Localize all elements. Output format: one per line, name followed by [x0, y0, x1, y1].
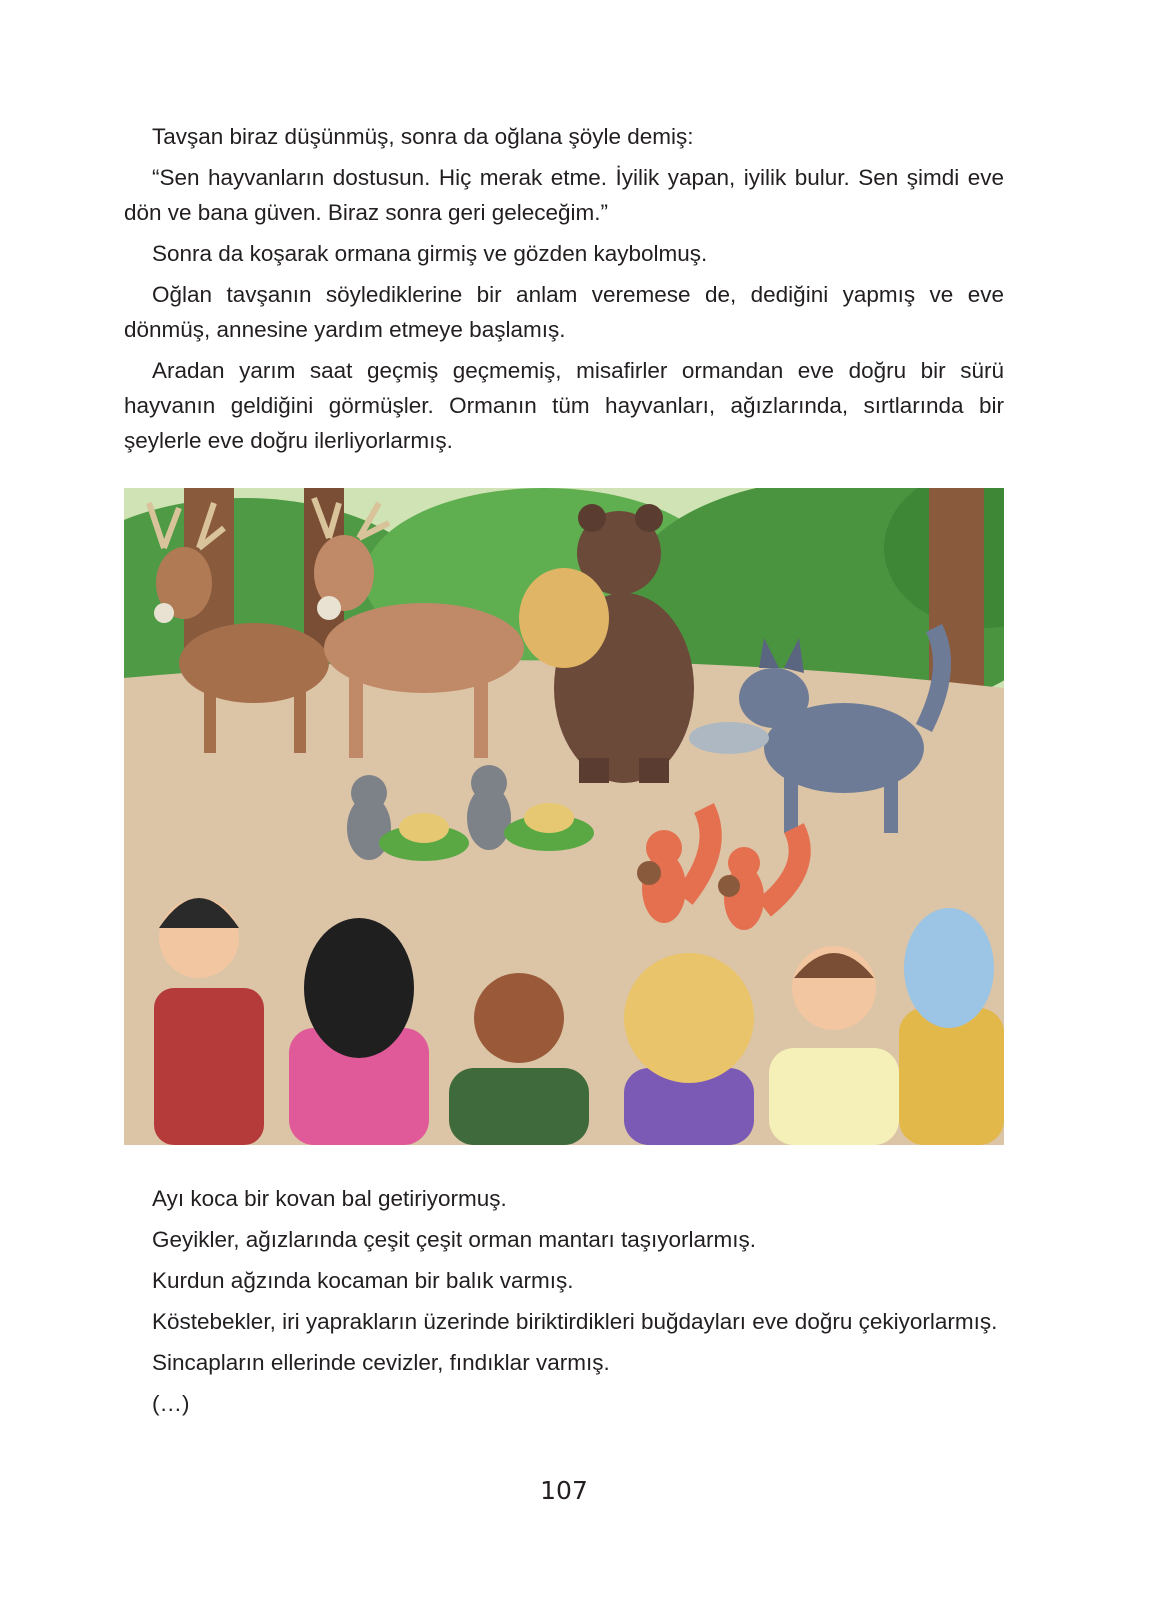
page-number: 107: [540, 1476, 588, 1505]
paragraph: Ayı koca bir kovan bal getiriyormuş.: [152, 1186, 507, 1211]
story-text-top: [124, 119, 1004, 464]
paragraph: Oğlan tavşanın söylediklerine bir anlam veremese de, dediğini yapmış ve eve dönmüş, annesine yardım etmeye başlamış.: [124, 282, 1004, 342]
paragraph: Kurdun ağzında kocaman bir balık varmış.: [152, 1268, 574, 1293]
paragraph: Köstebekler, iri yaprakların üzerinde biriktirdikleri buğdayları eve doğru çekiyorlarmış.: [152, 1309, 998, 1334]
paragraph: Tavşan biraz düşünmüş, sonra da oğlana şöyle demiş:: [152, 124, 694, 149]
paragraph: Aradan yarım saat geçmiş geçmemiş, misafirler ormandan eve doğru bir sürü hayvanın geldiğini görmüşler. Ormanın tüm hayvanları, ağızlarında, sırtlarında bir şeylerle eve doğru ilerliyorlarmış.: [124, 358, 1004, 453]
paragraph: “Sen hayvanların dostusun. Hiç merak etme. İyilik yapan, iyilik bulur. Sen şimdi eve dön ve bana güven. Biraz sonra geri geleceğim.”: [124, 165, 1004, 225]
fish: [689, 722, 769, 754]
story-text-bottom: [124, 1181, 1004, 1427]
forest-animals-illustration: [124, 488, 1004, 1145]
honeycomb-hive: [519, 568, 609, 668]
paragraph: (…): [152, 1391, 190, 1416]
paragraph: Sonra da koşarak ormana girmiş ve gözden kaybolmuş.: [152, 241, 708, 266]
paragraph: Geyikler, ağızlarında çeşit çeşit orman mantarı taşıyorlarmış.: [152, 1227, 756, 1252]
paragraph: Sincapların ellerinde cevizler, fındıklar varmış.: [152, 1350, 610, 1375]
